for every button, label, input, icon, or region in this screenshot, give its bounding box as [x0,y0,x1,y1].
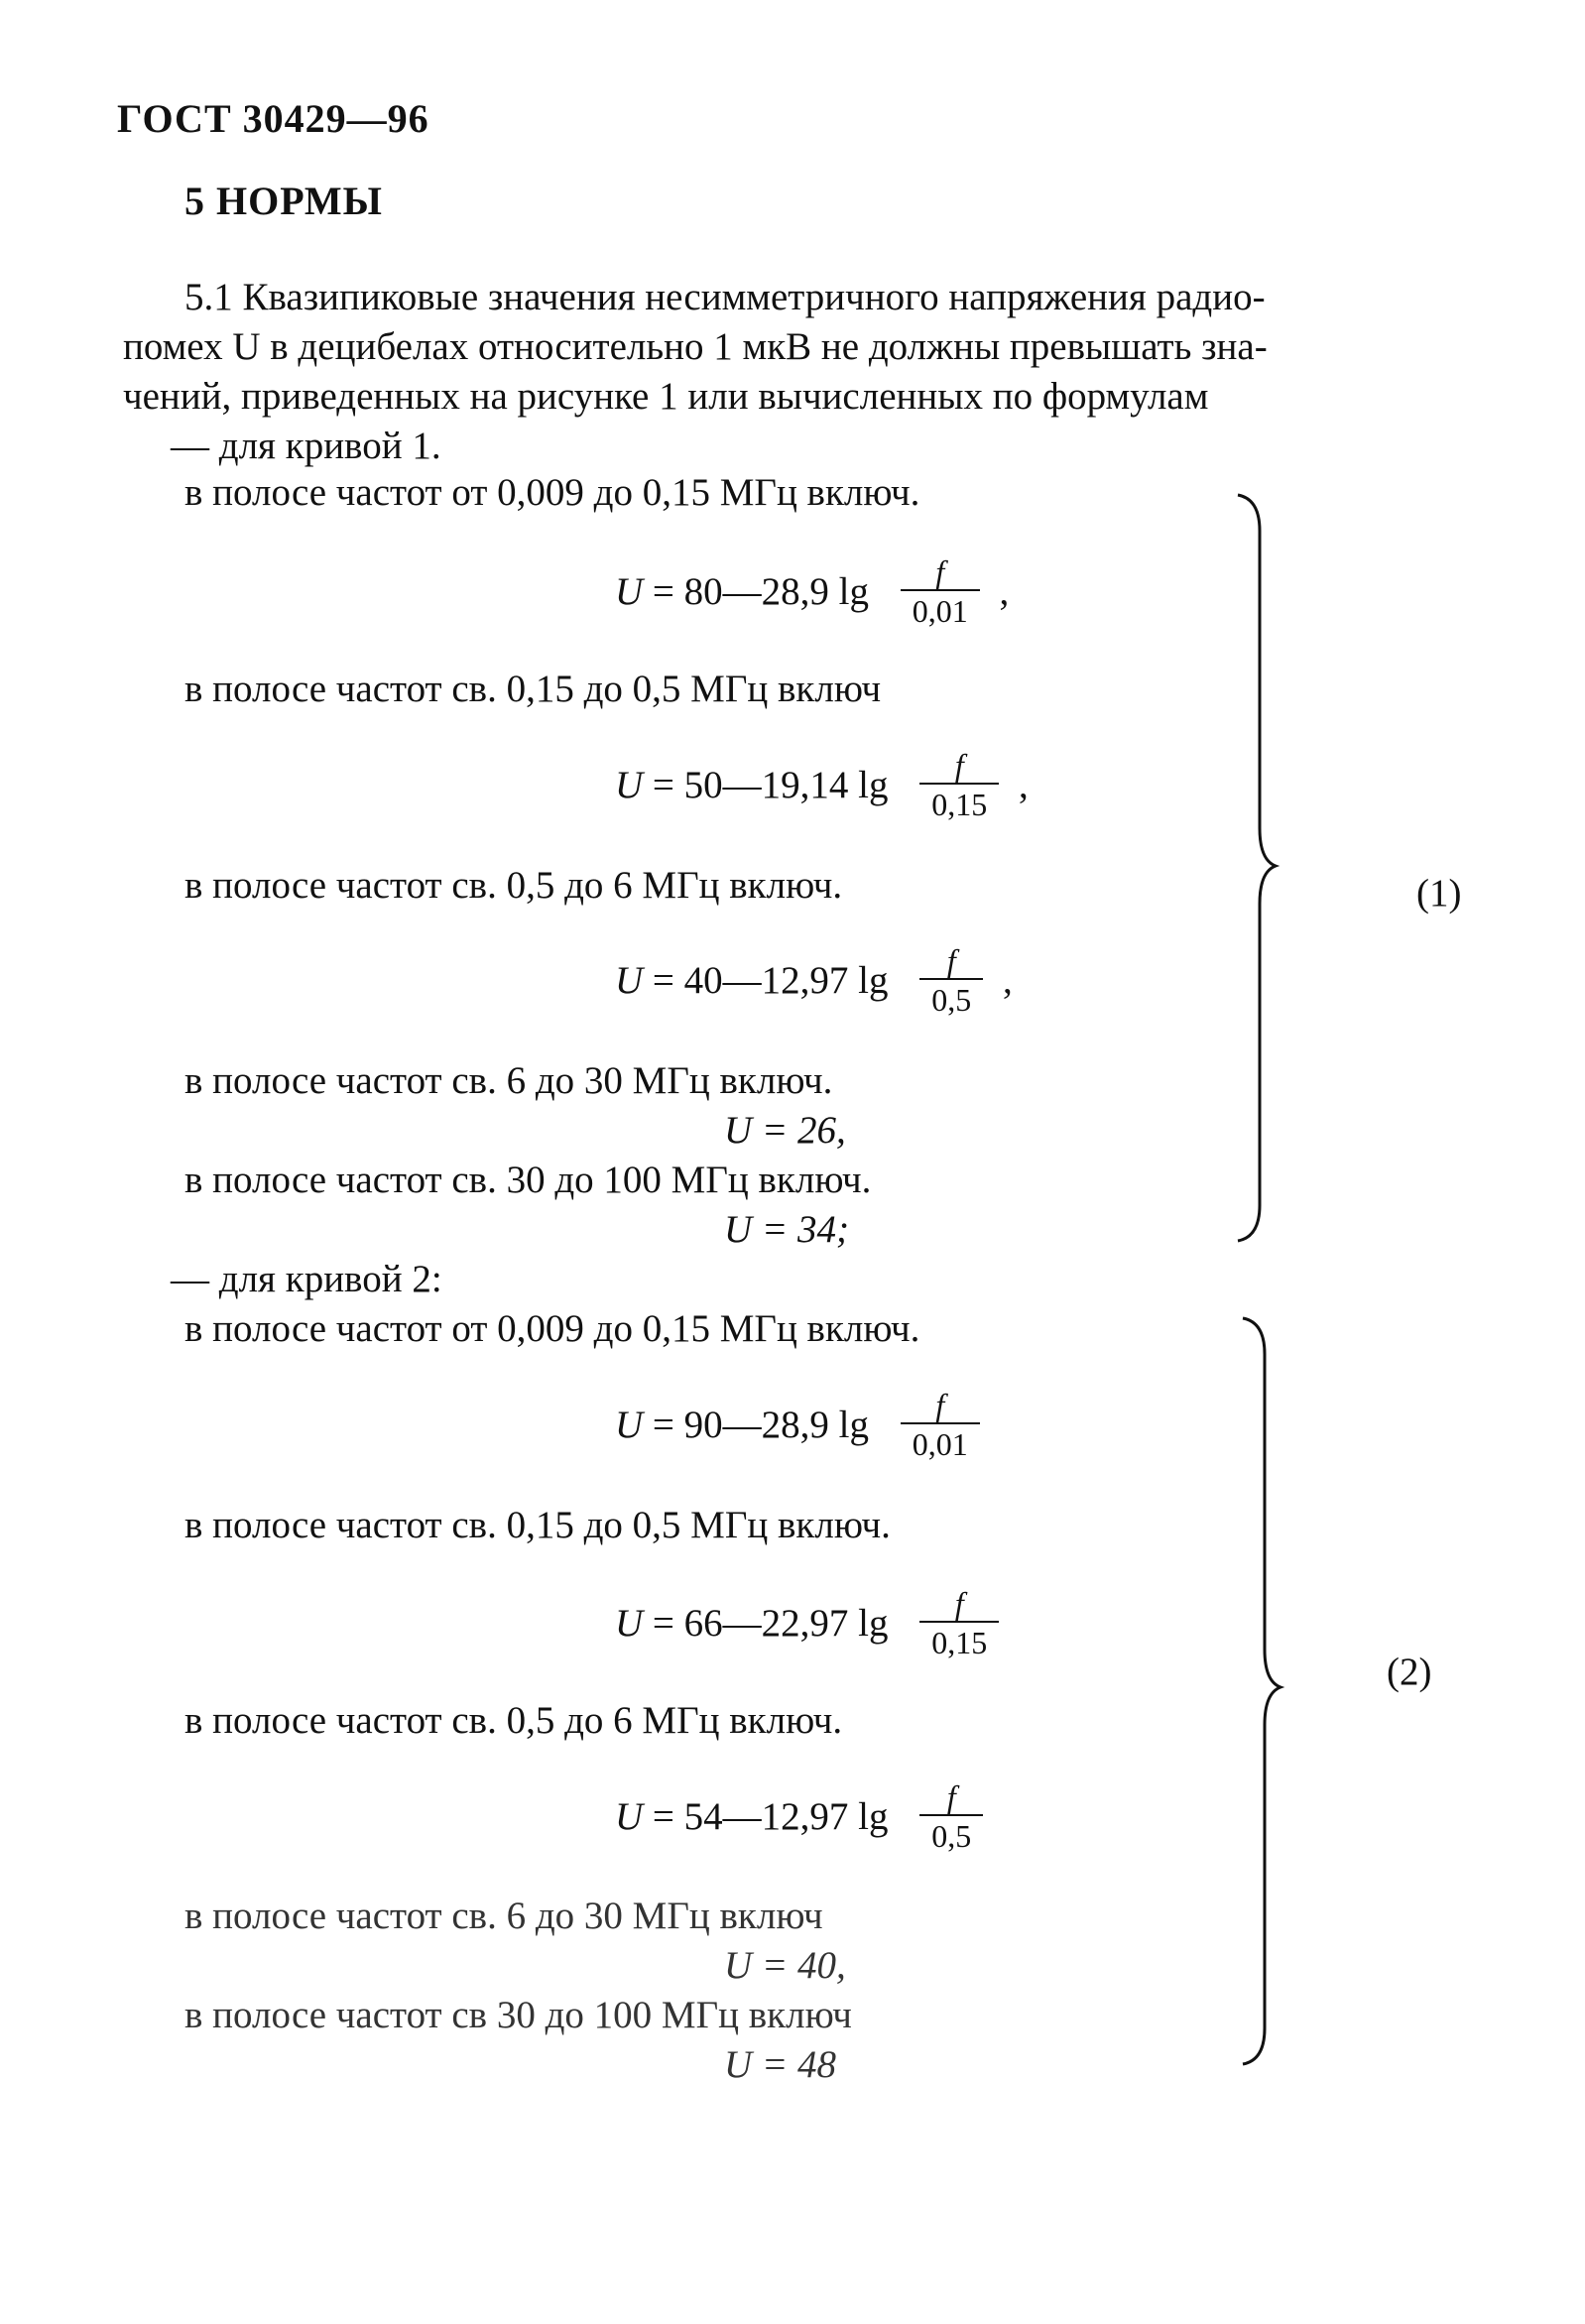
curve2-band-2-label: в полосе частот св. 0,15 до 0,5 МГц включ. [184,1504,891,1546]
formula-fraction: $\frac{f}{0,5}$ [919,944,983,1016]
curve1-band-4-value: U = 26, [724,1109,846,1152]
formula-fraction: $\frac{f}{0,15}$ [919,1587,999,1658]
curve2-band-4-label: в полосе частот св. 6 до 30 МГц включ [184,1895,823,1937]
curve2-band-5-label: в полосе частот св 30 до 100 МГц включ [184,1994,852,2036]
curve2-intro: — для кривой 2: [171,1258,442,1300]
formula-fraction: $\frac{f}{0,01}$ [901,1389,980,1460]
formula-fraction: $\frac{f}{0,01}$ [901,555,980,627]
formula-variable: U [615,958,644,1002]
equation-number-2: (2) [1387,1651,1432,1693]
formula-variable: U [615,1601,644,1645]
formula-variable: U [615,1794,644,1838]
curve2-band-1-label: в полосе частот от 0,009 до 0,15 МГц включ. [184,1307,920,1350]
paragraph-line-2: помех U в децибелах относительно 1 мкВ не должны превышать зна- [123,325,1268,368]
curve2-right-brace [1235,1314,1294,2068]
formula-variable: U [615,569,644,613]
curve2-formula-3 [615,1780,983,1852]
paragraph-line-3: чений, приведенных на рисунке 1 или вычисленных по формулам [123,375,1209,418]
formula-variable: U [615,1403,644,1446]
curve1-band-2-label: в полосе частот св. 0,15 до 0,5 МГц включ [184,668,882,710]
curve1-band-5-value: U = 34; [724,1208,849,1251]
formula-rhs: = 54—12,97 lg [652,1794,889,1838]
formula-rhs: = 50—19,14 lg [652,763,889,806]
formula-fraction: $\frac{f}{0,15}$ [919,749,999,820]
curve2-band-5-value: U = 48 [724,2043,836,2086]
curve2-band-4-value: U = 40, [724,1944,846,1987]
formula-fraction: $\frac{f}{0,5}$ [919,1780,983,1852]
curve1-formula-3: U = 40—12,97 lg $\frac{f}{0,5}$ , [615,942,1013,1018]
formula-rhs: = 66—22,97 lg [652,1601,889,1645]
curve1-formula-1: U = 80—28,9 lg $\frac{f}{0,01}$ , [615,553,1010,629]
curve1-right-brace [1230,491,1289,1245]
section-title: 5 НОРМЫ [184,179,383,223]
curve2-formula-2 [615,1587,999,1658]
curve1-band-4-label: в полосе частот св. 6 до 30 МГц включ. [184,1059,833,1102]
paragraph-line-1: 5.1 Квазипиковые значения несимметричного напряжения радио- [184,276,1266,318]
equation-number-1: (1) [1416,872,1462,915]
formula-rhs: = 90—28,9 lg [652,1403,870,1446]
curve1-band-3-label: в полосе частот св. 0,5 до 6 МГц включ. [184,864,843,907]
curve2-band-3-label: в полосе частот св. 0,5 до 6 МГц включ. [184,1699,843,1742]
curve1-band-5-label: в полосе частот св. 30 до 100 МГц включ. [184,1159,872,1201]
curve2-formula-1 [615,1389,980,1460]
formula-variable: U [615,763,644,806]
curve1-band-1-label: в полосе частот от 0,009 до 0,15 МГц включ. [184,471,920,514]
curve1-intro: — для кривой 1. [171,425,441,467]
formula-rhs: = 80—28,9 lg [652,569,870,613]
curve1-formula-2: U = 50—19,14 lg $\frac{f}{0,15}$ , [615,747,1029,822]
document-header: ГОСТ 30429—96 [117,96,429,141]
formula-rhs: = 40—12,97 lg [652,958,889,1002]
